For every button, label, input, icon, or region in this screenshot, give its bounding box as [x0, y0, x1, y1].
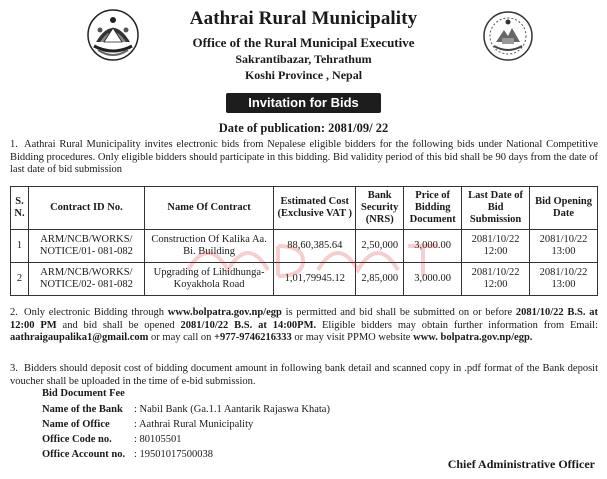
paragraph-text: Aathrai Rural Municipality invites electronic bids from Nepalese eligible bidders for the following bids under National Competitive Bidding procedures. Only eligible bidders should participate in this bidding. Bid validity period of this bid shall be 90 days from the date of last date of bid submission	[10, 139, 598, 175]
table-cell: 88,60,385.64	[274, 230, 356, 263]
bank-detail-label: Office Account no.	[42, 449, 126, 460]
column-header: Estimated Cost (Exclusive VAT )	[274, 187, 356, 230]
table-cell: 2,85,000	[356, 263, 404, 296]
bids-table	[10, 186, 598, 296]
paragraph-number: 2.	[10, 307, 18, 318]
paragraph-text: Only electronic Bidding through	[24, 307, 168, 318]
column-header: Contract ID No.	[28, 187, 144, 230]
table-cell: 3,000.00	[404, 230, 462, 263]
invitation-banner: Invitation for Bids	[226, 93, 381, 113]
submission-deadline: 2081/10/22 B.S. at 12:00 PM	[10, 307, 598, 331]
table-row	[11, 263, 598, 296]
column-header: Last Date of Bid Submission	[462, 187, 530, 230]
egp-link[interactable]: www.bolpatra.gov.np/egp	[167, 307, 282, 318]
paragraph-3	[10, 363, 598, 388]
bid-fee-title: Bid Document Fee	[42, 388, 125, 399]
paragraph-text: or may call on	[148, 332, 215, 343]
paragraph-2	[10, 307, 598, 345]
bank-detail-value: : 80105501	[134, 434, 182, 445]
bank-detail-row	[42, 418, 253, 432]
table-header-row	[11, 187, 598, 230]
table-cell: ARM/NCB/WORKS/ NOTICE/02- 081-082	[28, 263, 144, 296]
table-cell: 2,50,000	[356, 230, 404, 263]
email-link[interactable]: aathraigaupalika1@gmail.com	[10, 332, 149, 343]
province: Koshi Province , Nepal	[244, 68, 363, 82]
signatory: Chief Administrative Officer	[447, 457, 595, 471]
bank-detail-label: Office Code no.	[42, 434, 112, 445]
bank-detail-row	[42, 403, 330, 417]
table-cell: 2	[11, 263, 29, 296]
bank-detail-value: : Aathrai Rural Municipality	[134, 419, 254, 430]
table-cell: 2081/10/22 12:00	[462, 230, 530, 263]
table-cell: 1,01,79945.12	[274, 263, 356, 296]
column-header: Bid Opening Date	[530, 187, 598, 230]
table-cell: 2081/10/22 12:00	[462, 263, 530, 296]
paragraph-1	[10, 139, 598, 177]
table-row	[11, 230, 598, 263]
paragraph-text: Bidders should deposit cost of bidding document amount in following bank detail and scanned copy in .pdf format of the Bank deposit voucher shall be uploaded in the time of e-bid submission.	[10, 363, 598, 387]
paragraph-number: 1.	[10, 139, 18, 150]
bank-detail-value: : 19501017500038	[134, 449, 214, 460]
bank-detail-value: : Nabil Bank (Ga.1.1 Aantarik Rajaswa Khata)	[134, 404, 330, 415]
municipality-title: Aathrai Rural Municipality	[189, 8, 418, 29]
phone-number[interactable]: +977-9746216333	[214, 332, 292, 343]
address: Sakrantibazar, Tehrathum	[235, 52, 372, 66]
column-header: Price of Bidding Document	[404, 187, 462, 230]
table-cell: ARM/NCB/WORKS/ NOTICE/01- 081-082	[28, 230, 144, 263]
table-cell: 1	[11, 230, 29, 263]
table-cell: Upgrading of Lihidhunga- Koyakhola Road	[144, 263, 274, 296]
office-name: Office of the Rural Municipal Executive	[192, 35, 415, 50]
bank-detail-row	[42, 433, 182, 447]
paragraph-number: 3.	[10, 363, 18, 374]
paragraph-text: Eligible bidders may obtain further information from Email:	[316, 319, 598, 331]
bank-detail-label: Name of Office	[42, 419, 110, 430]
paragraph-text: and bid shall be opened	[56, 319, 181, 331]
column-header: Bank Security (NRS)	[356, 187, 404, 230]
opening-date: 2081/10/22 B.S. at 14:00PM.	[180, 319, 317, 331]
column-header: Name Of Contract	[144, 187, 274, 230]
table-cell: 2081/10/22 13:00	[530, 230, 598, 263]
column-header: S. N.	[11, 187, 29, 230]
table-cell: 3,000.00	[404, 263, 462, 296]
paragraph-text: is permitted and bid shall be submitted on or before	[281, 307, 516, 318]
bank-detail-label: Name of the Bank	[42, 404, 123, 415]
publication-date: Date of publication: 2081/09/ 22	[218, 121, 389, 135]
paragraph-text: or may visit PPMO website	[291, 332, 414, 343]
table-cell: Construction Of Kalika Aa. Bi. Building	[144, 230, 274, 263]
table-cell: 2081/10/22 13:00	[530, 263, 598, 296]
bank-detail-row	[42, 448, 213, 462]
ppmo-website-link[interactable]: www. bolpatra.gov.np/egp.	[413, 332, 533, 343]
